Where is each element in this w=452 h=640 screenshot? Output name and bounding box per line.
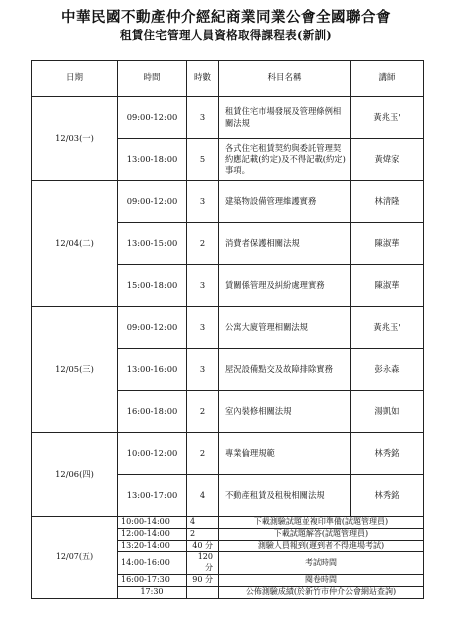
teacher-cell: 彭永森 (351, 349, 424, 391)
time-cell: 15:00-18:00 (118, 265, 187, 307)
duration-cell: 90 分 (187, 574, 219, 586)
exam-row (32, 517, 424, 529)
schedule-table (31, 60, 424, 599)
teacher-cell: 黃煒家 (351, 139, 424, 181)
exam-description-cell: 下載試題解答(試題管理員) (219, 528, 424, 540)
course-cell: 各式住宅租賃契約與委託管理契約應記載(約定)及不得記載(約定)事項。 (219, 139, 351, 181)
exam-description-cell: 下載測驗試題並複印準備(試題管理員) (219, 517, 424, 529)
header-row (32, 61, 424, 97)
teacher-cell: 林秀銘 (351, 433, 424, 475)
course-cell: 消費者保護相關法規 (219, 223, 351, 265)
column-header-teacher: 講師 (351, 61, 424, 97)
teacher-cell: 湯凱如 (351, 391, 424, 433)
hours-cell: 3 (187, 265, 219, 307)
time-cell: 16:00-18:00 (118, 391, 187, 433)
time-cell: 16:00-17:30 (118, 574, 187, 586)
course-cell: 公寓大廈管理相關法規 (219, 307, 351, 349)
date-cell: 12/04(二) (32, 181, 118, 307)
hours-cell: 3 (187, 181, 219, 223)
course-cell: 屋況設備點交及故障排除實務 (219, 349, 351, 391)
duration-cell: 40 分 (187, 540, 219, 552)
exam-description-cell: 閱卷時間 (219, 574, 424, 586)
time-cell: 14:00-16:00 (118, 552, 187, 575)
course-cell: 不動產租賃及租稅相關法規 (219, 475, 351, 517)
teacher-cell: 陳淑華 (351, 265, 424, 307)
time-cell: 12:00-14:00 (118, 528, 187, 540)
time-cell: 13:00-16:00 (118, 349, 187, 391)
teacher-cell: 黃兆玉' (351, 97, 424, 139)
teacher-cell: 黃兆玉' (351, 307, 424, 349)
hours-cell: 2 (187, 433, 219, 475)
table-row (32, 307, 424, 349)
date-cell: 12/05(三) (32, 307, 118, 433)
exam-description-cell: 考試時間 (219, 552, 424, 575)
column-header-course: 科目名稱 (219, 61, 351, 97)
hours-cell: 4 (187, 475, 219, 517)
teacher-cell: 林清隆 (351, 181, 424, 223)
duration-cell (187, 586, 219, 598)
hours-cell: 5 (187, 139, 219, 181)
time-cell: 13:00-15:00 (118, 223, 187, 265)
time-cell: 09:00-12:00 (118, 181, 187, 223)
time-cell: 10:00-12:00 (118, 433, 187, 475)
duration-cell: 2 (187, 528, 219, 540)
hours-cell: 2 (187, 223, 219, 265)
course-cell: 租賃住宅市場發展及管理條例相關法規 (219, 97, 351, 139)
time-cell: 13:00-17:00 (118, 475, 187, 517)
exam-description-cell: 公佈測驗成績(於新竹市仲介公會網站查詢) (219, 586, 424, 598)
table-row (32, 181, 424, 223)
time-cell: 09:00-12:00 (118, 307, 187, 349)
table-row (32, 433, 424, 475)
date-cell: 12/06(四) (32, 433, 118, 517)
document-title: 中華民國不動產仲介經紀商業同業公會全國聯合會 (61, 9, 391, 26)
time-cell: 13:00-18:00 (118, 139, 187, 181)
duration-cell: 4 (187, 517, 219, 529)
duration-cell: 120 分 (187, 552, 219, 575)
course-cell: 室內裝修相關法規 (219, 391, 351, 433)
teacher-cell: 林秀銘 (351, 475, 424, 517)
hours-cell: 2 (187, 391, 219, 433)
hours-cell: 3 (187, 97, 219, 139)
teacher-cell: 陳淑華 (351, 223, 424, 265)
column-header-hours: 時數 (187, 61, 219, 97)
hours-cell: 3 (187, 307, 219, 349)
column-header-date: 日期 (32, 61, 118, 97)
date-cell: 12/07(五) (32, 517, 118, 599)
time-cell: 13:20-14:00 (118, 540, 187, 552)
time-cell: 17:30 (118, 586, 187, 598)
exam-description-cell: 測驗人員報到(遲到者不得進場考試) (219, 540, 424, 552)
document-subtitle: 租賃住宅管理人員資格取得課程表(新訓) (119, 28, 333, 42)
course-cell: 賃關係管理及糾紛處理實務 (219, 265, 351, 307)
hours-cell: 3 (187, 349, 219, 391)
course-cell: 專業倫理規範 (219, 433, 351, 475)
date-cell: 12/03(一) (32, 97, 118, 181)
time-cell: 09:00-12:00 (118, 97, 187, 139)
column-header-time: 時間 (118, 61, 187, 97)
time-cell: 10:00-14:00 (118, 517, 187, 529)
table-row (32, 97, 424, 139)
course-cell: 建築物設備管理維護實務 (219, 181, 351, 223)
